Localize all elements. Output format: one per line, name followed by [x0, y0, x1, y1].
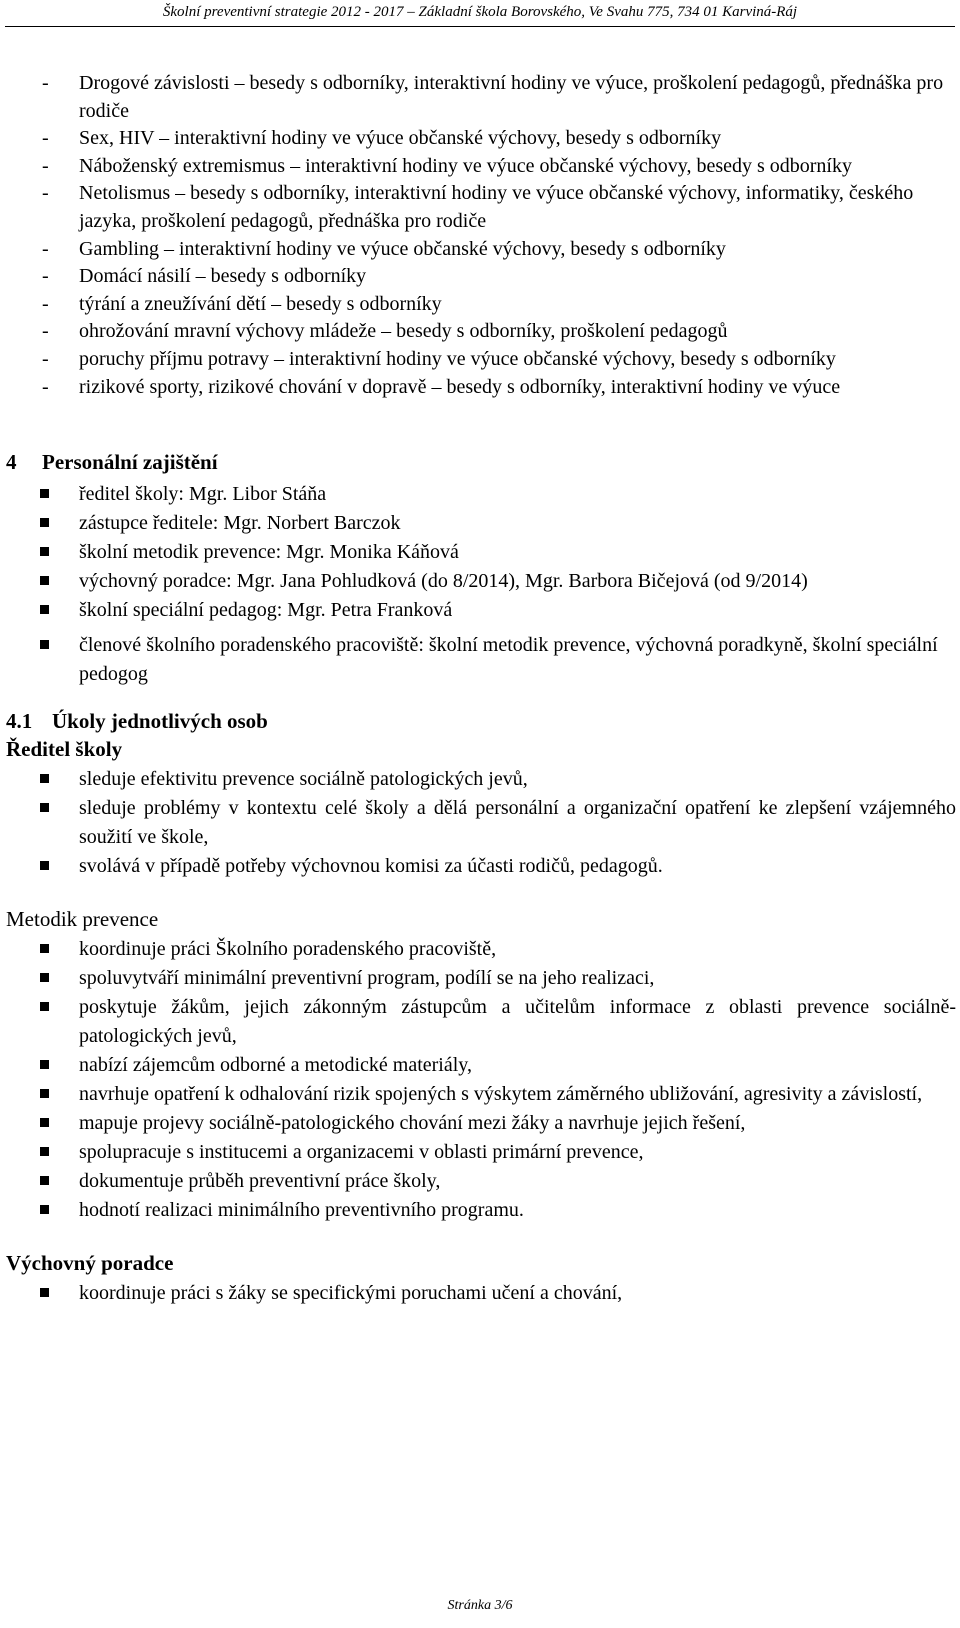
duty-item: koordinuje práci s žáky se specifickými poruchami učení a chování, — [0, 1279, 960, 1308]
square-bullet-icon — [40, 1147, 49, 1156]
role-heading-prevention: Metodik prevence — [6, 907, 159, 932]
topic-item: - Sex, HIV – interaktivní hodiny ve výuce občanské výchovy, besedy s odborníky — [42, 127, 722, 150]
running-header: Školní preventivní strategie 2012 - 2017 – Základní škola Borovského, Ve Svahu 775, 734 01 Karviná-Ráj — [162, 4, 798, 20]
square-bullet-icon — [40, 973, 49, 982]
role-heading-counselor: Výchovný poradce — [6, 1251, 174, 1276]
staff-item: výchovný poradce: Mgr. Jana Pohludková (do 8/2014), Mgr. Barbora Bičejová (od 9/2014) — [0, 567, 960, 596]
director-duties — [0, 765, 960, 881]
duty-item: sleduje efektivitu prevence sociálně patologických jevů, — [0, 765, 960, 794]
section-heading: 4 Personální zajištění — [6, 450, 218, 475]
topic-item: - ohrožování mravní výchovy mládeže – besedy s odborníky, proškolení pedagogů — [42, 320, 728, 343]
square-bullet-icon — [40, 1089, 49, 1098]
topic-item: - rizikové sporty, rizikové chování v dopravě – besedy s odborníky, interaktivní hodiny ve výuce — [42, 375, 841, 398]
square-bullet-icon — [40, 1176, 49, 1185]
duty-item: navrhuje opatření k odhalování rizik spojených s výskytem záměrného ubližování, agresivity a závislostí, — [0, 1080, 960, 1109]
prevention-duties — [0, 935, 960, 1225]
square-bullet-icon — [40, 1060, 49, 1069]
role-heading-director: Ředitel školy — [6, 737, 123, 762]
square-bullet-icon — [40, 547, 49, 556]
staff-item: zástupce ředitele: Mgr. Norbert Barczok — [0, 509, 960, 538]
square-bullet-icon — [40, 861, 49, 870]
topic-item: - Domácí násilí – besedy s odborníky — [42, 265, 367, 288]
square-bullet-icon — [40, 803, 49, 812]
topic-item: - Netolismus – besedy s odborníky, interaktivní hodiny ve výuce občanské výchovy, informatiky, českého jazyka, proškolení pedagogů, přednáška pro rodiče — [42, 182, 914, 232]
topic-list — [0, 70, 960, 401]
staff-item: ředitel školy: Mgr. Libor Stáňa — [0, 480, 960, 509]
duty-item: hodnotí realizaci minimálního preventivního programu. — [0, 1196, 960, 1225]
topic-item: - poruchy příjmu potravy – interaktivní hodiny ve výuce občanské výchovy, besedy s odborníky — [42, 347, 836, 370]
counselor-duties — [0, 1279, 960, 1308]
square-bullet-icon — [40, 774, 49, 783]
duty-item: nabízí zájemcům odborné a metodické materiály, — [0, 1051, 960, 1080]
square-bullet-icon — [40, 489, 49, 498]
square-bullet-icon — [40, 944, 49, 953]
square-bullet-icon — [40, 1288, 49, 1297]
square-bullet-icon — [40, 640, 49, 649]
header-rule — [5, 26, 955, 27]
document-body — [0, 60, 960, 1308]
page-number: Stránka 3/6 — [447, 1598, 513, 1613]
square-bullet-icon — [40, 605, 49, 614]
topic-item: - Drogové závislosti – besedy s odborníky, interaktivní hodiny ve výuce, proškolení pedagogů, přednáška pro rodiče — [42, 72, 944, 122]
square-bullet-icon — [40, 1118, 49, 1127]
topic-item: - Náboženský extremismus – interaktivní hodiny ve výuce občanské výchovy, besedy s odborníky — [42, 154, 852, 177]
duty-item: sleduje problémy v kontextu celé školy a dělá personální a organizační opatření ke zlepšení vzájemného soužití ve škole, — [0, 794, 960, 852]
staff-item: školní metodik prevence: Mgr. Monika Káňová — [0, 538, 960, 567]
topic-item: - Gambling – interaktivní hodiny ve výuce občanské výchovy, besedy s odborníky — [42, 237, 726, 260]
square-bullet-icon — [40, 1002, 49, 1011]
staff-item: školní speciální pedagog: Mgr. Petra Franková — [0, 596, 960, 625]
duty-item: mapuje projevy sociálně-patologického chování mezi žáky a navrhuje jejich řešení, — [0, 1109, 960, 1138]
subsection-heading: 4.1 Úkoly jednotlivých osob — [6, 709, 268, 734]
staff-item: členové školního poradenského pracoviště: školní metodik prevence, výchovná poradkyně, školní speciální pedogog — [0, 631, 960, 689]
duty-item: koordinuje práci Školního poradenského pracoviště, — [0, 935, 960, 964]
duty-item: spoluvytváří minimální preventivní program, podílí se na jeho realizaci, — [0, 964, 960, 993]
square-bullet-icon — [40, 518, 49, 527]
duty-item: svolává v případě potřeby výchovnou komisi za účasti rodičů, pedagogů. — [0, 852, 960, 881]
duty-item: spolupracuje s institucemi a organizacemi v oblasti primární prevence, — [0, 1138, 960, 1167]
duty-item: dokumentuje průběh preventivní práce školy, — [0, 1167, 960, 1196]
duty-item: poskytuje žákům, jejich zákonným zástupcům a učitelům informace z oblasti prevence sociálně- patologických jevů, — [0, 993, 960, 1051]
topic-item: - týrání a zneužívání dětí – besedy s odborníky — [42, 292, 442, 315]
staff-list — [0, 480, 960, 689]
square-bullet-icon — [40, 576, 49, 585]
square-bullet-icon — [40, 1205, 49, 1214]
